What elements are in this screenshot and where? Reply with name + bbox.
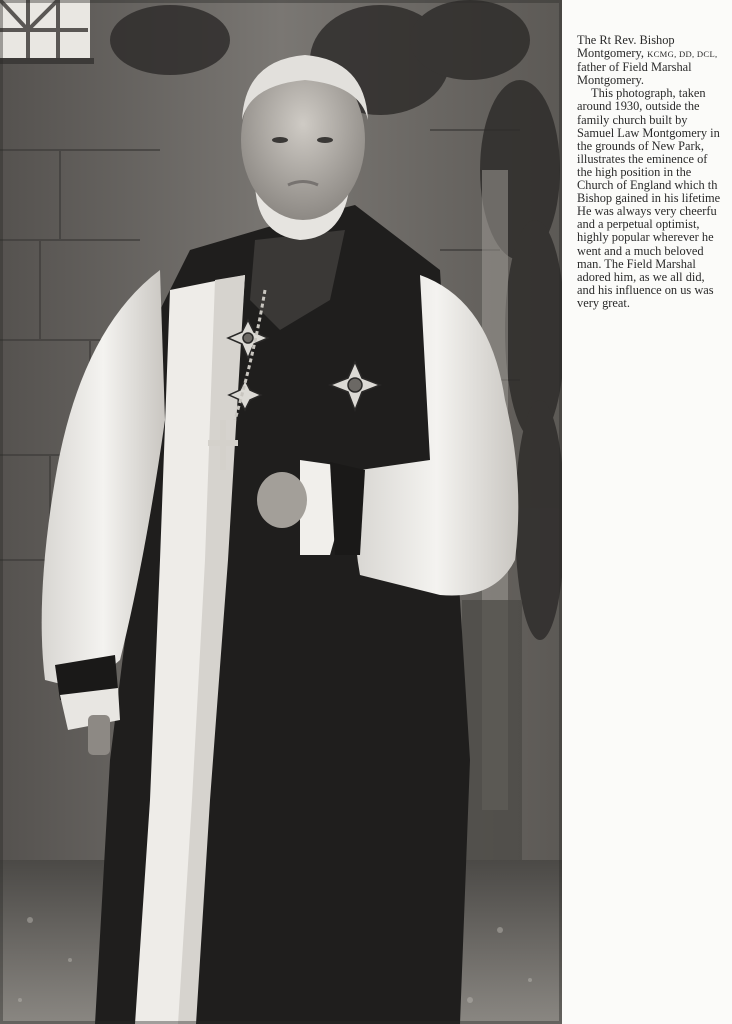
caption-body-line: around 1930, outside the <box>577 99 700 114</box>
caption-body-line: and his influence on us was <box>577 282 714 297</box>
caption-title-line: Montgomery. <box>577 73 644 88</box>
caption-body-line: the high position in the <box>577 164 692 179</box>
caption-body-line: the grounds of New Park, <box>577 138 704 153</box>
caption-body-line: illustrates the eminence of <box>577 151 708 166</box>
caption-body-line: family church built by <box>577 112 688 127</box>
caption-body-line: adored him, as we all did, <box>577 269 705 284</box>
caption-body-line: Bishop gained in his lifetime <box>577 191 721 206</box>
caption-body-line: man. The Field Marshal <box>577 256 696 271</box>
caption-body-line: Samuel Law Montgomery in <box>577 125 720 140</box>
caption-title-line <box>577 47 732 61</box>
caption-body-line: He was always very cheerfu <box>577 204 717 219</box>
caption-title-line: The Rt Rev. Bishop <box>577 33 675 47</box>
caption-body-line: very great. <box>577 295 630 310</box>
caption-body-line: highly popular wherever he <box>577 230 714 245</box>
caption-body-line: went and a much beloved <box>577 243 704 258</box>
caption-body-line: This photograph, taken <box>591 86 706 101</box>
caption-name: Montgomery, <box>577 46 644 61</box>
photo-caption <box>577 34 732 310</box>
caption-title-line: father of Field Marshal <box>577 60 692 75</box>
caption-honours: KCMG, DD, DCL, <box>647 49 718 60</box>
caption-body-line: and a perpetual optimist, <box>577 217 700 232</box>
caption-body-line: Church of England which th <box>577 178 718 193</box>
